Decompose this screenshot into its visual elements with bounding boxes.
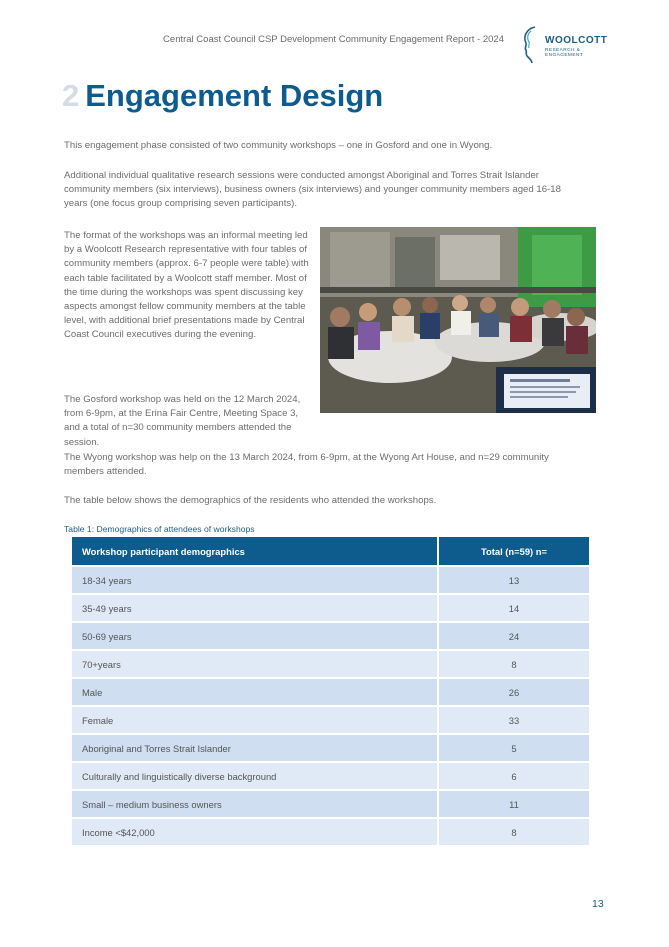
woolcott-head-logo-icon	[518, 24, 544, 64]
row-label: 35-49 years	[72, 594, 438, 622]
table-row	[72, 818, 589, 845]
paragraph-table-intro: The table below shows the demographics of the residents who attended the workshops.	[64, 495, 437, 506]
table-row	[72, 594, 589, 622]
table-row	[72, 734, 589, 762]
table-row	[72, 790, 589, 818]
row-label: Culturally and linguistically diverse background	[72, 762, 438, 790]
table-row	[72, 566, 589, 594]
paragraph-gosford-start: The Gosford workshop was held on the 12 March 2024, from 6-9pm, at the Erina Fair Centre, Meeting Space 3, and a total of n=30 community members attended the session.	[64, 394, 301, 448]
row-label: 18-34 years	[72, 566, 438, 594]
workshop-photo	[320, 227, 596, 413]
row-label: Aboriginal and Torres Strait Islander	[72, 734, 438, 762]
row-value: 5	[438, 734, 589, 762]
table-row	[72, 706, 589, 734]
row-value: 24	[438, 622, 589, 650]
logo-tagline: RESEARCH & ENGAGEMENT	[545, 48, 584, 58]
page-number: 13	[592, 898, 604, 910]
section-title-text: Engagement Design	[85, 78, 384, 113]
header-demographics: Workshop participant demographics	[72, 537, 438, 566]
row-label: Income <$42,000	[72, 818, 438, 845]
running-header: Central Coast Council CSP Development Community Engagement Report - 2024	[163, 34, 504, 45]
table-row	[72, 650, 589, 678]
table-row	[72, 762, 589, 790]
paragraph-intro: This engagement phase consisted of two community workshops – one in Gosford and one in Wyong.	[64, 140, 493, 151]
row-value: 26	[438, 678, 589, 706]
row-value: 6	[438, 762, 589, 790]
paragraph-format: The format of the workshops was an informal meeting led by a Woolcott Research representative with four tables of community members (approx. 6-7 people were table) with each table facilitated by a Woolcott staff member. Most of the time during the workshops was spent discussing key aspects amongst fellow community members at the table level, with additional brief presentations made by Central Coast Council executives during the evening.	[64, 230, 309, 341]
row-label: Small – medium business owners	[72, 790, 438, 818]
table-caption: Table 1: Demographics of attendees of workshops	[64, 524, 255, 534]
table-row	[72, 678, 589, 706]
row-label: 70+years	[72, 650, 438, 678]
row-value: 13	[438, 566, 589, 594]
row-value: 8	[438, 818, 589, 845]
row-label: Female	[72, 706, 438, 734]
row-label: 50-69 years	[72, 622, 438, 650]
header-total: Total (n=59) n=	[438, 537, 589, 566]
paragraph-wyong: The Wyong workshop was help on the 13 March 2024, from 6-9pm, at the Wyong Art House, and n=29 community members attended.	[64, 452, 549, 478]
section-number: 2	[62, 78, 80, 113]
row-value: 14	[438, 594, 589, 622]
row-label: Male	[72, 678, 438, 706]
paragraph-qualitative: Additional individual qualitative research sessions were conducted amongst Aboriginal and Torres Strait Islander community members (six interviews), business owners (six interviews) and younger community members aged 16-18 years (one focus group comprising seven participants).	[64, 170, 561, 210]
section-title	[62, 78, 383, 114]
woolcott-logo	[518, 24, 618, 64]
demographics-table	[72, 537, 589, 845]
row-value: 11	[438, 790, 589, 818]
logo-wordmark: WOOLCOTT	[545, 35, 608, 46]
row-value: 8	[438, 650, 589, 678]
table-header-row	[72, 537, 589, 566]
row-value: 33	[438, 706, 589, 734]
table-row	[72, 622, 589, 650]
